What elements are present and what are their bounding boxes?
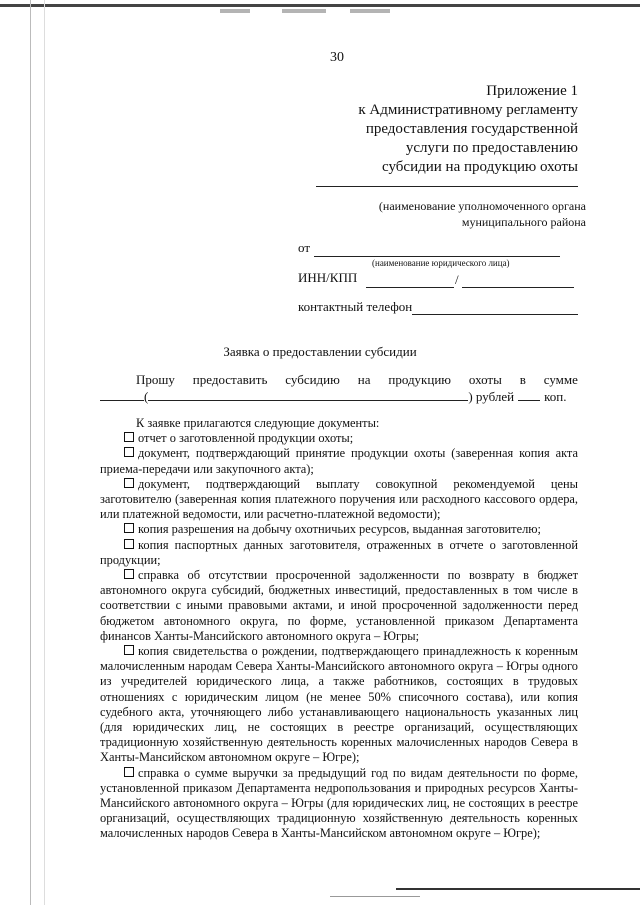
request-word: Прошу <box>136 372 175 387</box>
scan-artifact-left <box>44 0 45 905</box>
request-word: на <box>357 372 371 387</box>
checkbox[interactable] <box>124 539 134 549</box>
attachments-section <box>100 416 578 842</box>
appendix-line: субсидии на продукцию охоты <box>382 159 578 175</box>
org-caption-line: муниципального района <box>461 215 586 229</box>
applicant-name-caption: (наименование юридического лица) <box>372 258 510 268</box>
request-paragraph <box>100 372 578 405</box>
checkbox[interactable] <box>124 767 134 777</box>
appendix-line: к Административному регламенту <box>358 102 578 118</box>
org-caption-line: (наименование уполномоченного органа <box>378 199 586 213</box>
inn-label: ИНН/КПП <box>298 270 358 285</box>
request-word: предоставить <box>192 372 268 387</box>
checkbox[interactable] <box>124 569 134 579</box>
attachments-intro: К заявке прилагаются следующие документы: <box>136 416 380 430</box>
attachment-item <box>100 538 578 568</box>
attachment-item <box>100 644 578 766</box>
org-name-field[interactable] <box>316 186 578 187</box>
inn-field[interactable] <box>366 287 454 288</box>
request-word: субсидию <box>285 372 340 387</box>
attachment-text: справка о сумме выручки за предыдущий год по видам деятельности по форме, установленной приказом Департамента недропользования и природных ресурсов Ханты-Мансийского автономного округа – Югры (для юридических лиц, не состоящих в реестре организаций, осуществляющих традиционную хозяйственную деятельность коренных малочисленных народов Севера в Ханты-Мансийском автономном округе – Югре); <box>100 765 578 841</box>
applicant-name-field[interactable] <box>314 256 560 257</box>
attachment-text: документ, подтверждающий принятие продукции охоты (заверенная копия акта приема-передачи или закупочного акта); <box>100 446 578 476</box>
checkbox[interactable] <box>124 432 134 442</box>
request-word: охоты <box>468 372 502 387</box>
request-word: продукцию <box>388 372 451 387</box>
attachment-text: справка об отсутствии просроченной задолженности по возврату в бюджет автономного округа субсидий, бюджетных инвестиций, предоставленных в том числе в соответствии с иными правовыми актами, и иной просроченной задолженности перед бюджетом автономного округа, по форме, установленной приказом Департамента финансов Ханты-Мансийского автономного округа – Югры; <box>100 568 578 643</box>
scan-artifact-blot <box>350 9 390 13</box>
amount-open-paren: ( <box>144 389 149 404</box>
checkbox[interactable] <box>124 645 134 655</box>
amount-kopecks-field[interactable] <box>518 388 540 401</box>
request-amount-line <box>100 388 578 405</box>
attachment-text: копия разрешения на добычу охотничьих ресурсов, выданная заготовителю; <box>138 522 541 537</box>
attachment-item <box>100 766 578 842</box>
attachment-text: копия свидетельства о рождении, подтверждающего принадлежность к коренным малочисленным народам Севера Ханты-Мансийского автономного округа – Югры одного из учредителей юридического лица, а также работников, состоящих в трудовых отношениях с юридическим лицом (не менее 50% списочного состава), или копия судебного акта, уточняющего либо устанавливающего национальность указанных лиц (для юридических лиц, не состоящих в реестре организаций, осуществляющих традиционную хозяйственную деятельность коренных малочисленных народов Севера в Ханты-Мансийском автономном округе – Югре); <box>100 644 578 765</box>
attachment-item <box>100 431 578 446</box>
attachment-item <box>100 568 578 644</box>
scan-artifact-blot <box>220 9 250 13</box>
request-word: в <box>519 372 526 387</box>
appendix-line: предоставления государственной <box>365 121 578 137</box>
appendix-line: Приложение 1 <box>486 83 578 99</box>
checkbox[interactable] <box>124 478 134 488</box>
attachment-item <box>100 477 578 523</box>
amount-rubles-label: ) рублей <box>468 389 515 404</box>
attachment-item <box>100 446 578 476</box>
request-word: сумме <box>543 372 578 387</box>
appendix-header <box>278 82 578 177</box>
amount-words-field[interactable] <box>148 388 468 401</box>
phone-field[interactable] <box>412 314 578 315</box>
attachment-text: копия паспортных данных заготовителя, отраженных в отчете о заготовленной продукции; <box>100 537 578 567</box>
page-number: 30 <box>330 50 344 65</box>
inn-separator: / <box>455 272 459 287</box>
scan-artifact-left <box>30 0 31 905</box>
scan-artifact-bottom <box>330 896 420 897</box>
attachment-text: отчет о заготовленной продукции охоты; <box>138 431 354 446</box>
attachment-item <box>100 522 578 537</box>
amount-number-field[interactable] <box>100 388 144 401</box>
checkbox[interactable] <box>124 447 134 457</box>
org-caption <box>346 198 586 230</box>
scan-artifact-blot <box>282 9 326 13</box>
request-line <box>100 372 578 388</box>
amount-kopecks-label: коп. <box>544 389 567 404</box>
from-label: от <box>298 240 311 255</box>
attachment-text: документ, подтверждающий выплату совокупной рекомендуемой цены заготовителю (заверенная копия платежного поручения или расходного кассового ордера, или платежной ведомости, или расчетно-платежной ведомости); <box>100 476 578 522</box>
phone-label: контактный телефон <box>298 299 413 314</box>
checkbox[interactable] <box>124 523 134 533</box>
kpp-field[interactable] <box>462 287 574 288</box>
scan-artifact-bottom <box>396 888 640 890</box>
scan-artifact-top <box>0 4 640 7</box>
appendix-line: услуги по предоставлению <box>405 140 578 156</box>
document-title: Заявка о предоставлении субсидии <box>223 344 417 359</box>
